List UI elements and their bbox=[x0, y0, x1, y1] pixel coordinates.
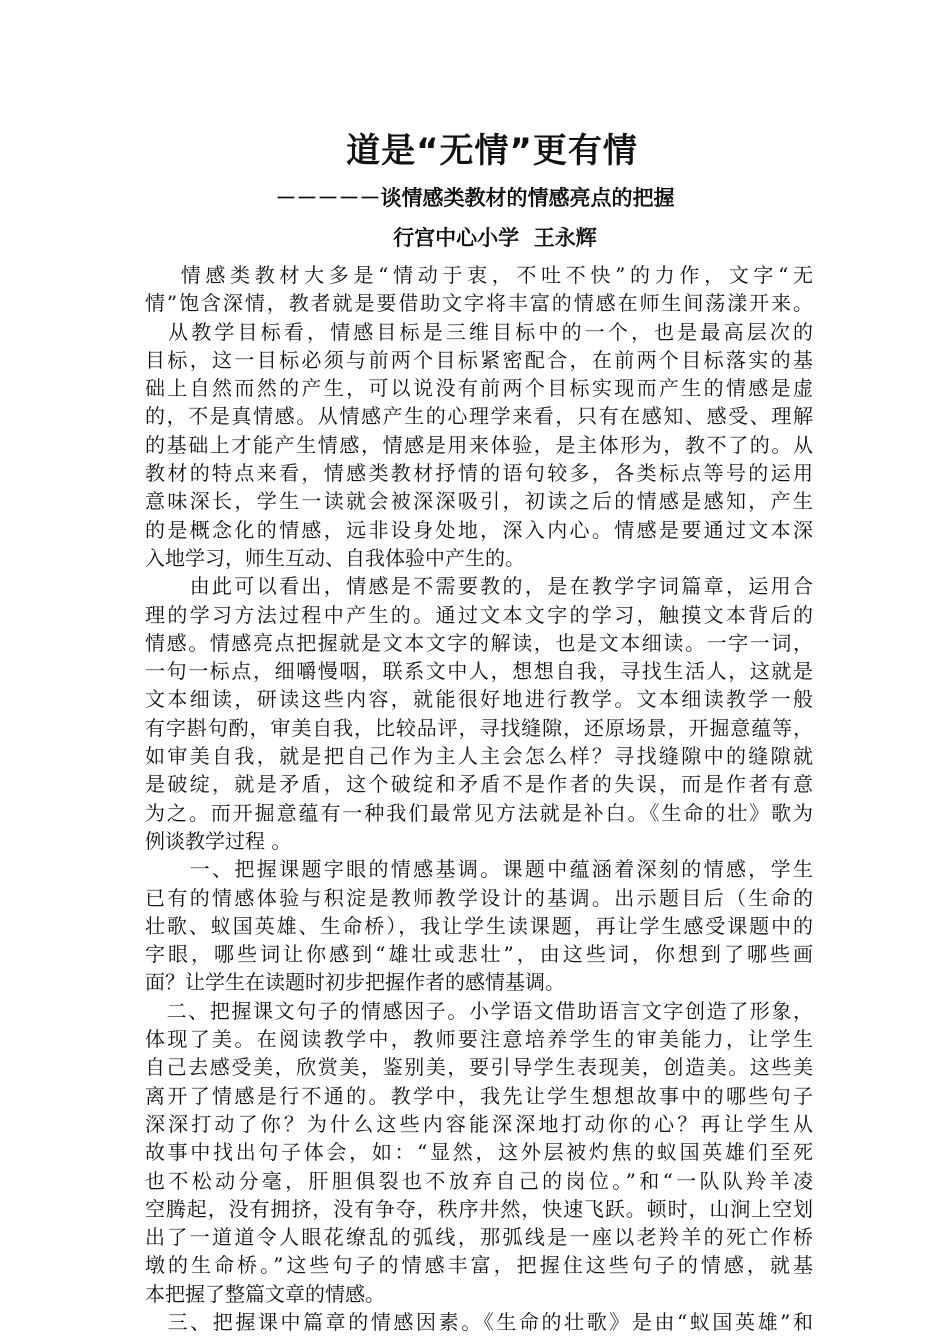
text-line: 有字斟句酌，审美自我，比较品评，寻找缝隙，还原场景，开掘意蕴等， bbox=[145, 715, 813, 740]
text-line: 是破绽，就是矛盾，这个破绽和矛盾不是作者的失误，而是作者有意 bbox=[145, 772, 813, 797]
text-line: 已有的情感体验与积淀是教师教学设计的基调。出示题目后（生命的 bbox=[145, 885, 813, 910]
text-line: 理的学习方法过程中产生的。通过文本文字的学习，触摸文本背后的 bbox=[145, 602, 813, 627]
text-line: 二、把握课文句子的情感因子。小学语文借助语言文字创造了形象， bbox=[145, 998, 813, 1023]
text-line: 文本细读，研读这些内容，就能很好地进行教学。文本细读教学一般 bbox=[145, 687, 813, 712]
text-line: 空腾起，没有拥挤，没有争夺，秩序井然，快速飞跃。顿时，山涧上空划 bbox=[145, 1196, 813, 1221]
document-author: 行宫中心小学 王永辉 bbox=[393, 226, 597, 250]
text-line: 字眼，哪些词让你感到“雄壮或悲壮”，由这些词，你想到了哪些画 bbox=[145, 942, 813, 967]
text-line: 情感。情感亮点把握就是文本文字的解读，也是文本细读。一字一词， bbox=[145, 630, 813, 655]
document-title: 道是“无情”更有情 bbox=[346, 131, 638, 171]
text-line: 的是概念化的情感，远非设身处地，深入内心。情感是要通过文本深 bbox=[145, 517, 813, 542]
text-line: 础上自然而然的产生，可以说没有前两个目标实现而产生的情感是虚 bbox=[145, 376, 813, 401]
text-line: 面？让学生在读题时初步把握作者的感情基调。 bbox=[145, 970, 565, 995]
text-line: 情感类教材大多是“情动于衷，不吐不快”的力作，文字“无 bbox=[145, 263, 813, 287]
text-line: 体现了美。在阅读教学中，教师要注意培养学生的审美能力，让学生 bbox=[145, 1027, 813, 1052]
text-line: 的，不是真情感。从情感产生的心理学来看，只有在感知、感受、理解 bbox=[145, 404, 813, 429]
text-line: 教材的特点来看，情感类教材抒情的语句较多，各类标点等号的运用 bbox=[145, 461, 813, 486]
text-line: 意味深长，学生一读就会被深深吸引，初读之后的情感是感知，产生 bbox=[145, 489, 813, 514]
text-line: 离开了情感是行不通的。教学中，我先让学生想想故事中的哪些句子 bbox=[145, 1083, 813, 1108]
text-line: 本把握了整篇文章的情感。 bbox=[145, 1281, 385, 1306]
text-line: 一句一标点，细嚼慢咽，联系文中人，想想自我，寻找生活人，这就是 bbox=[145, 659, 813, 684]
text-line: 入地学习，师生互动、自我体验中产生的。 bbox=[145, 545, 525, 570]
text-line: 故事中找出句子体会，如：“显然，这外层被灼焦的蚁国英雄们至死 bbox=[145, 1140, 813, 1165]
text-line: 的基础上才能产生情感，情感是用来体验，是主体形为，教不了的。从 bbox=[145, 432, 813, 457]
text-line: 为之。而开掘意蕴有一种我们最常见方法就是补白。《生命的壮》歌为 bbox=[145, 800, 813, 825]
text-line: 从教学目标看，情感目标是三维目标中的一个，也是最高层次的 bbox=[145, 319, 813, 344]
text-line: 例谈教学过程 。 bbox=[145, 828, 292, 853]
text-line: 墩的生命桥。”这些句子的情感丰富，把握住这些句子的情感，就基 bbox=[145, 1253, 813, 1278]
text-line: 深深打动了你？为什么这些内容能深深地打动你的心？再让学生从 bbox=[145, 1111, 813, 1136]
text-line: 情”饱含深情，教者就是要借助文字将丰富的情感在师生间荡漾开来。 bbox=[145, 291, 813, 316]
text-line: 如审美自我，就是把自己作为主人主会怎么样？寻找缝隙中的缝隙就 bbox=[145, 744, 813, 769]
text-line: 目标，这一目标必须与前两个目标紧密配合，在前两个目标落实的基 bbox=[145, 347, 813, 372]
document-body bbox=[145, 261, 813, 1336]
text-line: 一、把握课题字眼的情感基调。课题中蕴涵着深刻的情感，学生 bbox=[145, 857, 813, 882]
text-line: 出了一道道令人眼花缭乱的弧线，那弧线是一座以老羚羊的死亡作桥 bbox=[145, 1225, 813, 1250]
text-line: 自己去感受美，欣赏美，鉴别美，要引导学生表现美，创造美。这些美 bbox=[145, 1055, 813, 1080]
text-line: 壮歌、蚁国英雄、生命桥），我让学生读课题，再让学生感受课题中的 bbox=[145, 913, 813, 938]
document-subtitle: －－－－－谈情感类教材的情感亮点的把握 bbox=[275, 186, 675, 210]
text-line: 三、把握课中篇章的情感因素。《生命的壮歌》是由“蚁国英雄”和 bbox=[145, 1309, 813, 1334]
text-line: 由此可以看出，情感是不需要教的，是在教学字词篇章，运用合 bbox=[145, 574, 813, 599]
text-line: 也不松动分毫，肝胆俱裂也不放弃自己的岗位。”和“一队队羚羊凌 bbox=[145, 1168, 813, 1193]
